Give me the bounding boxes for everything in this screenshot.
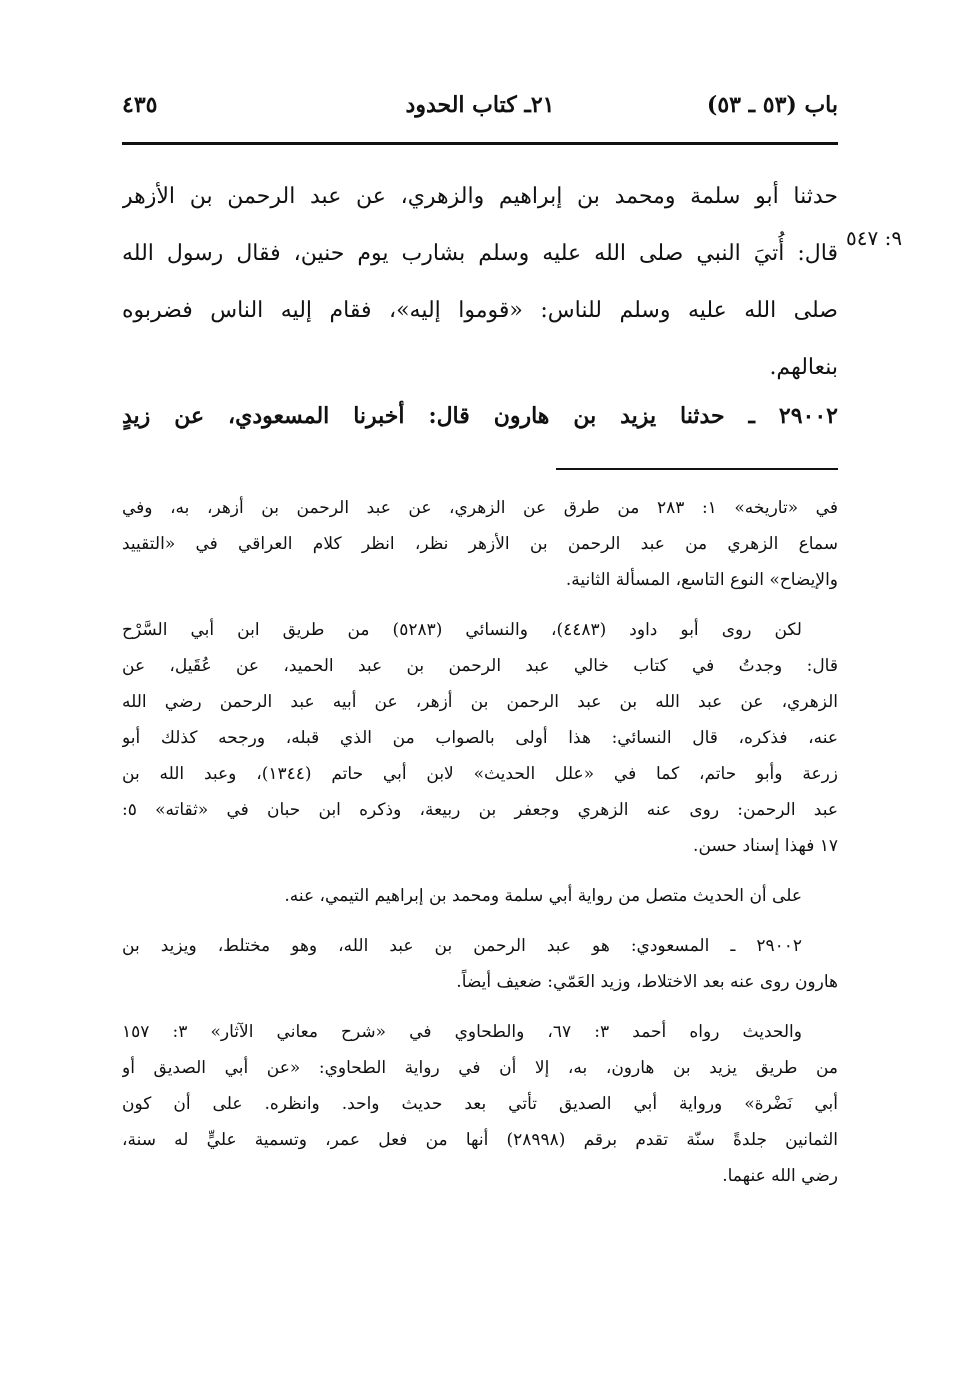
footnote-line: من طريق يزيد بن هارون، به، إلا أن في رواية الطحاوي: «عن أبي الصديق أو <box>122 1058 838 1078</box>
footnote-paragraph <box>122 612 838 864</box>
page-number: ٤٣٥ <box>122 92 158 118</box>
footnote-paragraph <box>122 878 838 914</box>
main-text-line: صلى الله عليه وسلم للناس: «قوموا إليه»، فقام إليه الناس فضربوه <box>122 298 838 323</box>
footnote-line: هارون روى عنه بعد الاختلاط، وزيد العَمّي: ضعيف أيضاً. <box>456 972 838 992</box>
footnote-line: الزهري، عن عبد الله بن عبد الرحمن بن أزهر، عن أبيه عبد الرحمن رضي الله <box>122 692 838 712</box>
footnote-line: زرعة وأبو حاتم، كما في «علل الحديث» لابن أبي حاتم (١٣٤٤)، وعبد الله بن <box>122 764 838 784</box>
footnote-line: في «تاريخه» ١: ٢٨٣ من طرق عن الزهري، عن عبد الرحمن بن أزهر، به، وفي <box>122 498 838 518</box>
footnote-line: عبد الرحمن: روى عنه الزهري وجعفر بن ربيعة، وذكره ابن حبان في «ثقاته» ٥: <box>122 800 838 820</box>
footnote-line: رضي الله عنهما. <box>722 1166 838 1186</box>
footnote-rule <box>556 468 838 470</box>
footnote-line: ١٧ فهذا إسناد حسن. <box>693 836 838 856</box>
chapter-range: باب (٥٣ ـ ٥٣) <box>706 92 838 118</box>
page-header <box>122 92 838 136</box>
footnote-line: أبي نَضْرة» ورواية أبي الصديق تأتي بعد حديث واحد. وانظره. على أن كون <box>122 1094 838 1114</box>
footnote-line: والإيضاح» النوع التاسع، المسألة الثانية. <box>565 570 838 590</box>
margin-reference: ٩: ٥٤٧ <box>846 226 903 250</box>
footnote-line: عنه، فذكره، قال النسائي: هذا أولى بالصواب من الذي قبله، ورجحه كذلك أبو <box>122 728 838 748</box>
footnote-line: لكن روى أبو داود (٤٤٨٣)، والنسائي (٥٢٨٣) من طريق ابن أبي السَّرْح <box>122 620 802 640</box>
footnote-paragraph <box>122 928 838 1000</box>
footnote-line: سماع الزهري من عبد الرحمن بن الأزهر نظر، انظر كلام العراقي في «التقييد <box>122 534 838 554</box>
footnote-line: على أن الحديث متصل من رواية أبي سلمة ومحمد بن إبراهيم التيمي، عنه. <box>284 886 802 906</box>
footnote-paragraph <box>122 1014 838 1194</box>
footnote-line: ٢٩٠٠٢ ـ المسعودي: هو عبد الرحمن بن عبد الله، وهو مختلط، ويزيد بن <box>122 936 802 956</box>
main-text <box>122 168 838 396</box>
footnote-paragraph <box>122 490 838 598</box>
footnote-line: والحديث رواه أحمد ٣: ٦٧، والطحاوي في «شرح معاني الآثار» ٣: ١٥٧ <box>122 1022 802 1042</box>
footnote-line: قال: وجدتُ في كتاب خالي عبد الرحمن بن عبد الحميد، عن عُقَيل، عن <box>122 656 838 676</box>
footnote-line: الثمانين جلدةً سنّة تقدم برقم (٢٨٩٩٨) أنها من فعل عمر، وتسمية عليٍّ له سنة، <box>122 1130 838 1150</box>
main-text-line: قال: أُتيَ النبي صلى الله عليه وسلم بشارب يوم حنين، فقال رسول الله <box>122 241 838 266</box>
main-text-line: حدثنا أبو سلمة ومحمد بن إبراهيم والزهري، عن عبد الرحمن بن الأزهر <box>122 184 838 209</box>
hadith-heading: ٢٩٠٠٢ ـ حدثنا يزيد بن هارون قال: أخبرنا المسعودي، عن زيدٍ <box>122 403 838 429</box>
main-text-line: بنعالهم. <box>769 355 838 380</box>
header-rule <box>122 142 838 145</box>
book-title: ٢١ـ كتاب الحدود <box>405 92 555 118</box>
footnotes <box>122 490 838 1208</box>
